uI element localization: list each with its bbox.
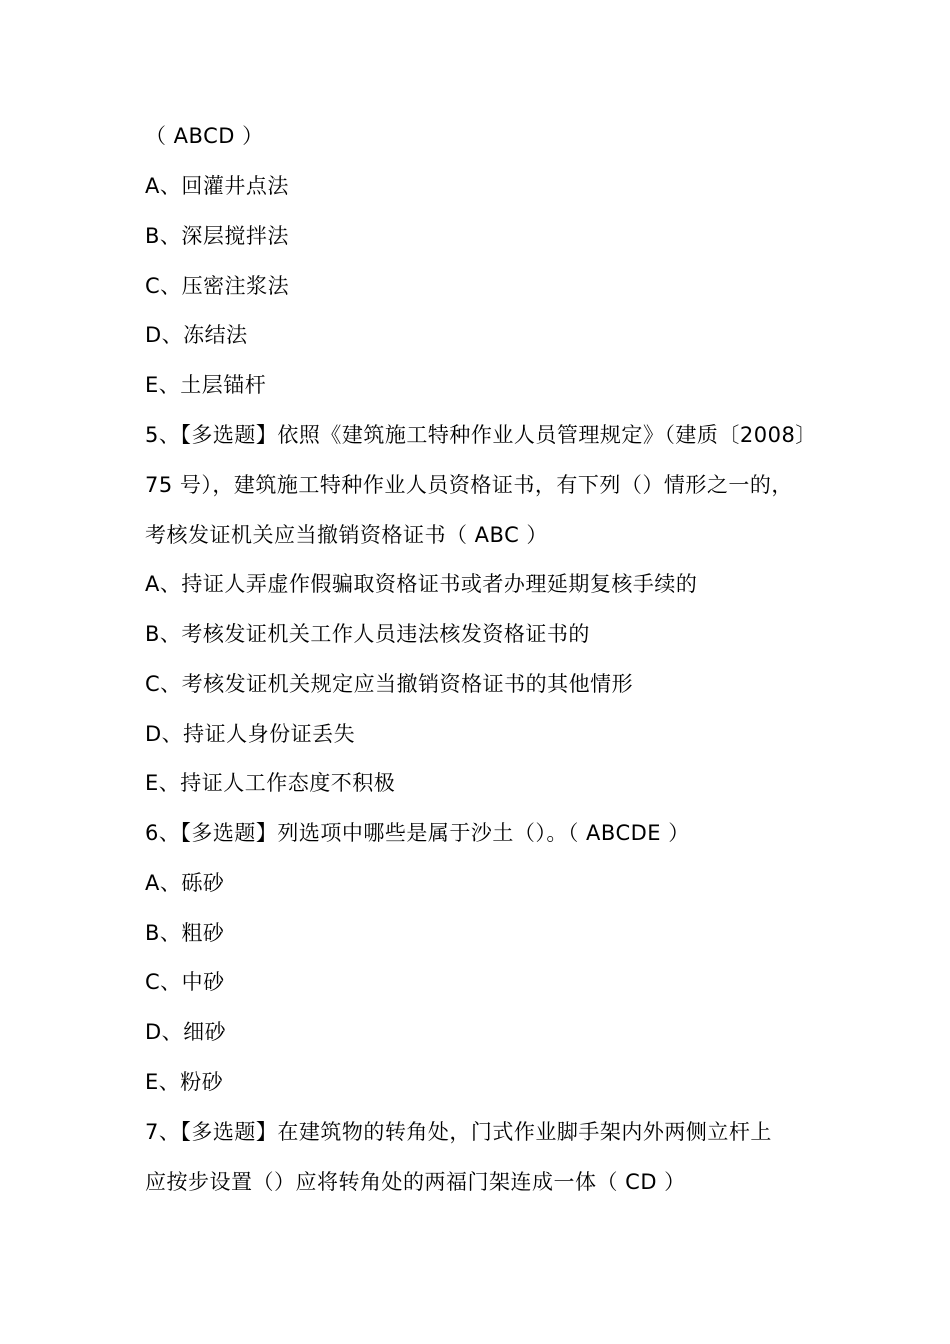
question-5-line-1: 5、【多选题】依照《建筑施工特种作业人员管理规定》（建质〔2008〕 bbox=[145, 423, 817, 447]
option-a-q5: A、持证人弄虚作假骗取资格证书或者办理延期复核手续的 bbox=[145, 572, 698, 596]
option-a-q4: A、回灌井点法 bbox=[145, 174, 289, 198]
option-a-q6: A、砾砂 bbox=[145, 871, 225, 895]
question-7-line-1: 7、【多选题】在建筑物的转角处，门式作业脚手架内外两侧立杆上 bbox=[145, 1120, 772, 1144]
option-b-q6: B、粗砂 bbox=[145, 921, 225, 945]
question-6: 6、【多选题】列选项中哪些是属于沙土（）。（ ABCDE ） bbox=[145, 821, 690, 845]
option-d-q6: D、细砂 bbox=[145, 1020, 227, 1044]
option-d-q5: D、持证人身份证丢失 bbox=[145, 722, 356, 746]
option-d-q4: D、冻结法 bbox=[145, 323, 248, 347]
option-c-q4: C、压密注浆法 bbox=[145, 274, 290, 298]
option-c-q6: C、中砂 bbox=[145, 970, 225, 994]
option-e-q5: E、持证人工作态度不积极 bbox=[145, 771, 396, 795]
option-c-q5: C、考核发证机关规定应当撤销资格证书的其他情形 bbox=[145, 672, 634, 696]
option-b-q4: B、深层搅拌法 bbox=[145, 224, 289, 248]
option-b-q5: B、考核发证机关工作人员违法核发资格证书的 bbox=[145, 622, 590, 646]
option-e-q6: E、粉砂 bbox=[145, 1070, 224, 1094]
option-e-q4: E、土层锚杆 bbox=[145, 373, 267, 397]
question-7-line-2: 应按步设置（）应将转角处的两福门架连成一体（ CD ） bbox=[145, 1170, 686, 1194]
answer-line-q4: （ ABCD ） bbox=[145, 124, 264, 148]
question-5-line-2: 75 号），建筑施工特种作业人员资格证书，有下列（）情形之一的， bbox=[145, 473, 793, 497]
question-5-line-3: 考核发证机关应当撤销资格证书（ ABC ） bbox=[145, 523, 548, 547]
